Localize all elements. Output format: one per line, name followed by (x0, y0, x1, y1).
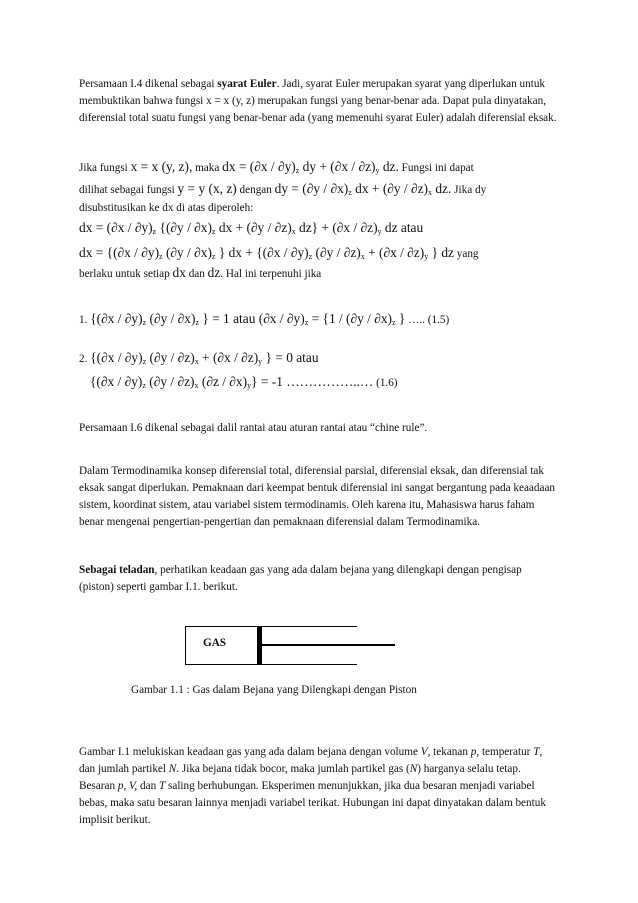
piston-rod (262, 644, 395, 646)
equation-b: dx = {$(\partial x / \partial y)_z$ $(\partial y / \partial x)_z$ } dx + {$(\partial x / \partial y)_z$ $(\partial y / \partial z)_x + (\partial x / \partial z)_y$ } dz yang (79, 245, 479, 261)
figure-caption: Gambar 1.1 : Gas dalam Bejana yang Dilengkapi dengan Piston (131, 684, 417, 696)
paragraph-termodinamika: Dalam Termodinamika konsep diferensial total, diferensial parsial, diferensial eksak, dan diferensial tak eksak sangat diperlukan. Pemaknaan dari keempat bentuk diferensial ini sangat bergantung pada keaadaan sistem, koordinat sistem, atau variabel sistem termodinamis. Oleh karena itu, Mahasiswa harus faham benar mengenai pengertian-pengertian dan pemaknaan diferensial dalam Termodinamika. (79, 465, 556, 528)
jika-line-3: disubstitusikan ke dx di atas diperoleh: (79, 202, 254, 214)
equation-1-6: {$(\partial x / \partial y)_z$ $(\partial y / \partial z)_x$ $(\partial z / \partial x)_y\} = -1$ ……………..… (1.6) (90, 374, 398, 390)
euler-bold: syarat Euler (217, 78, 277, 90)
vessel-bottom-wall (185, 664, 357, 665)
paragraph-chain-rule: Persamaan I.6 dikenal sebagai dalil rantai atau aturan rantai atau “chine rule”. (79, 422, 428, 434)
paragraph-teladan: Sebagai teladan, perhatikan keadaan gas yang ada dalam bejana yang dilengkapi dengan pengisap (piston) seperti gambar I.1. berikut. (79, 564, 522, 593)
paragraph-euler: Persamaan I.4 dikenal sebagai syarat Euler. Jadi, syarat Euler merupakan syarat yang diperlukan untuk membuktikan bahwa fungsi x = x (y, z) merupakan fungsi yang benar-benar ada. Dapat pula dinyatakan, diferensial total suatu fungsi yang benar-benar ada (yang memenuhi syarat Euler) adalah diferensial eksak. (79, 78, 557, 124)
jika-line-1: Jika fungsi x = x (y, z), maka dx = $(\partial x / \partial y)_z$ dy + $(\partial x / \partial z)_y$ dz. Fungsi ini dapat (79, 159, 474, 175)
paragraph-gambar-description: Gambar I.1 melukiskan keadaan gas yang ada dalam bejana dengan volume V, tekanan p, temperatur T, dan jumlah partikel N. Jika bejana tidak bocor, maka jumlah partikel gas (N) harganya selalu tetap. Besaran p, V, dan T saling berhubungan. Eksperimen menunjukkan, jika dua besaran menjadi variabel bebas, maka satu besaran lainnya menjadi variabel terikat. Hubungan ini dapat dinyatakan dalam bentuk implisit berikut. (79, 746, 546, 826)
vessel-top-wall (185, 626, 357, 627)
vessel-left-wall (185, 626, 186, 664)
equation-a: dx = $(\partial x / \partial y)_z$ {$(\partial y / \partial x)_z$ dx + $(\partial y / \partial z)_x$ $dz\} + (\partial x / \partial z)_y$ dz atau (79, 220, 424, 236)
equation-2: 2. {$(\partial x / \partial y)_z$ $(\partial y / \partial z)_x + (\partial x / \partial z)_y$ } = 0 atau (79, 350, 319, 366)
berlaku-line: berlaku untuk setiap dx dan dz. Hal ini terpenuhi jika (79, 265, 322, 280)
equation-1-5: 1. {$(\partial x / \partial y)_z$ $(\partial y / \partial x)_z$ } = 1 atau $(\partial x / \partial y)_z = \{1 / (\partial y / \partial x)_z$ } ….. (1.5) (79, 311, 450, 327)
gas-label: GAS (203, 637, 227, 649)
piston-figure (185, 626, 395, 666)
jika-line-2: dilihat sebagai fungsi y = y (x, z) dengan dy = $(\partial y / \partial x)_z$ dx + $(\partial y / \partial z)_x$ dz. Jika dy (79, 181, 487, 197)
